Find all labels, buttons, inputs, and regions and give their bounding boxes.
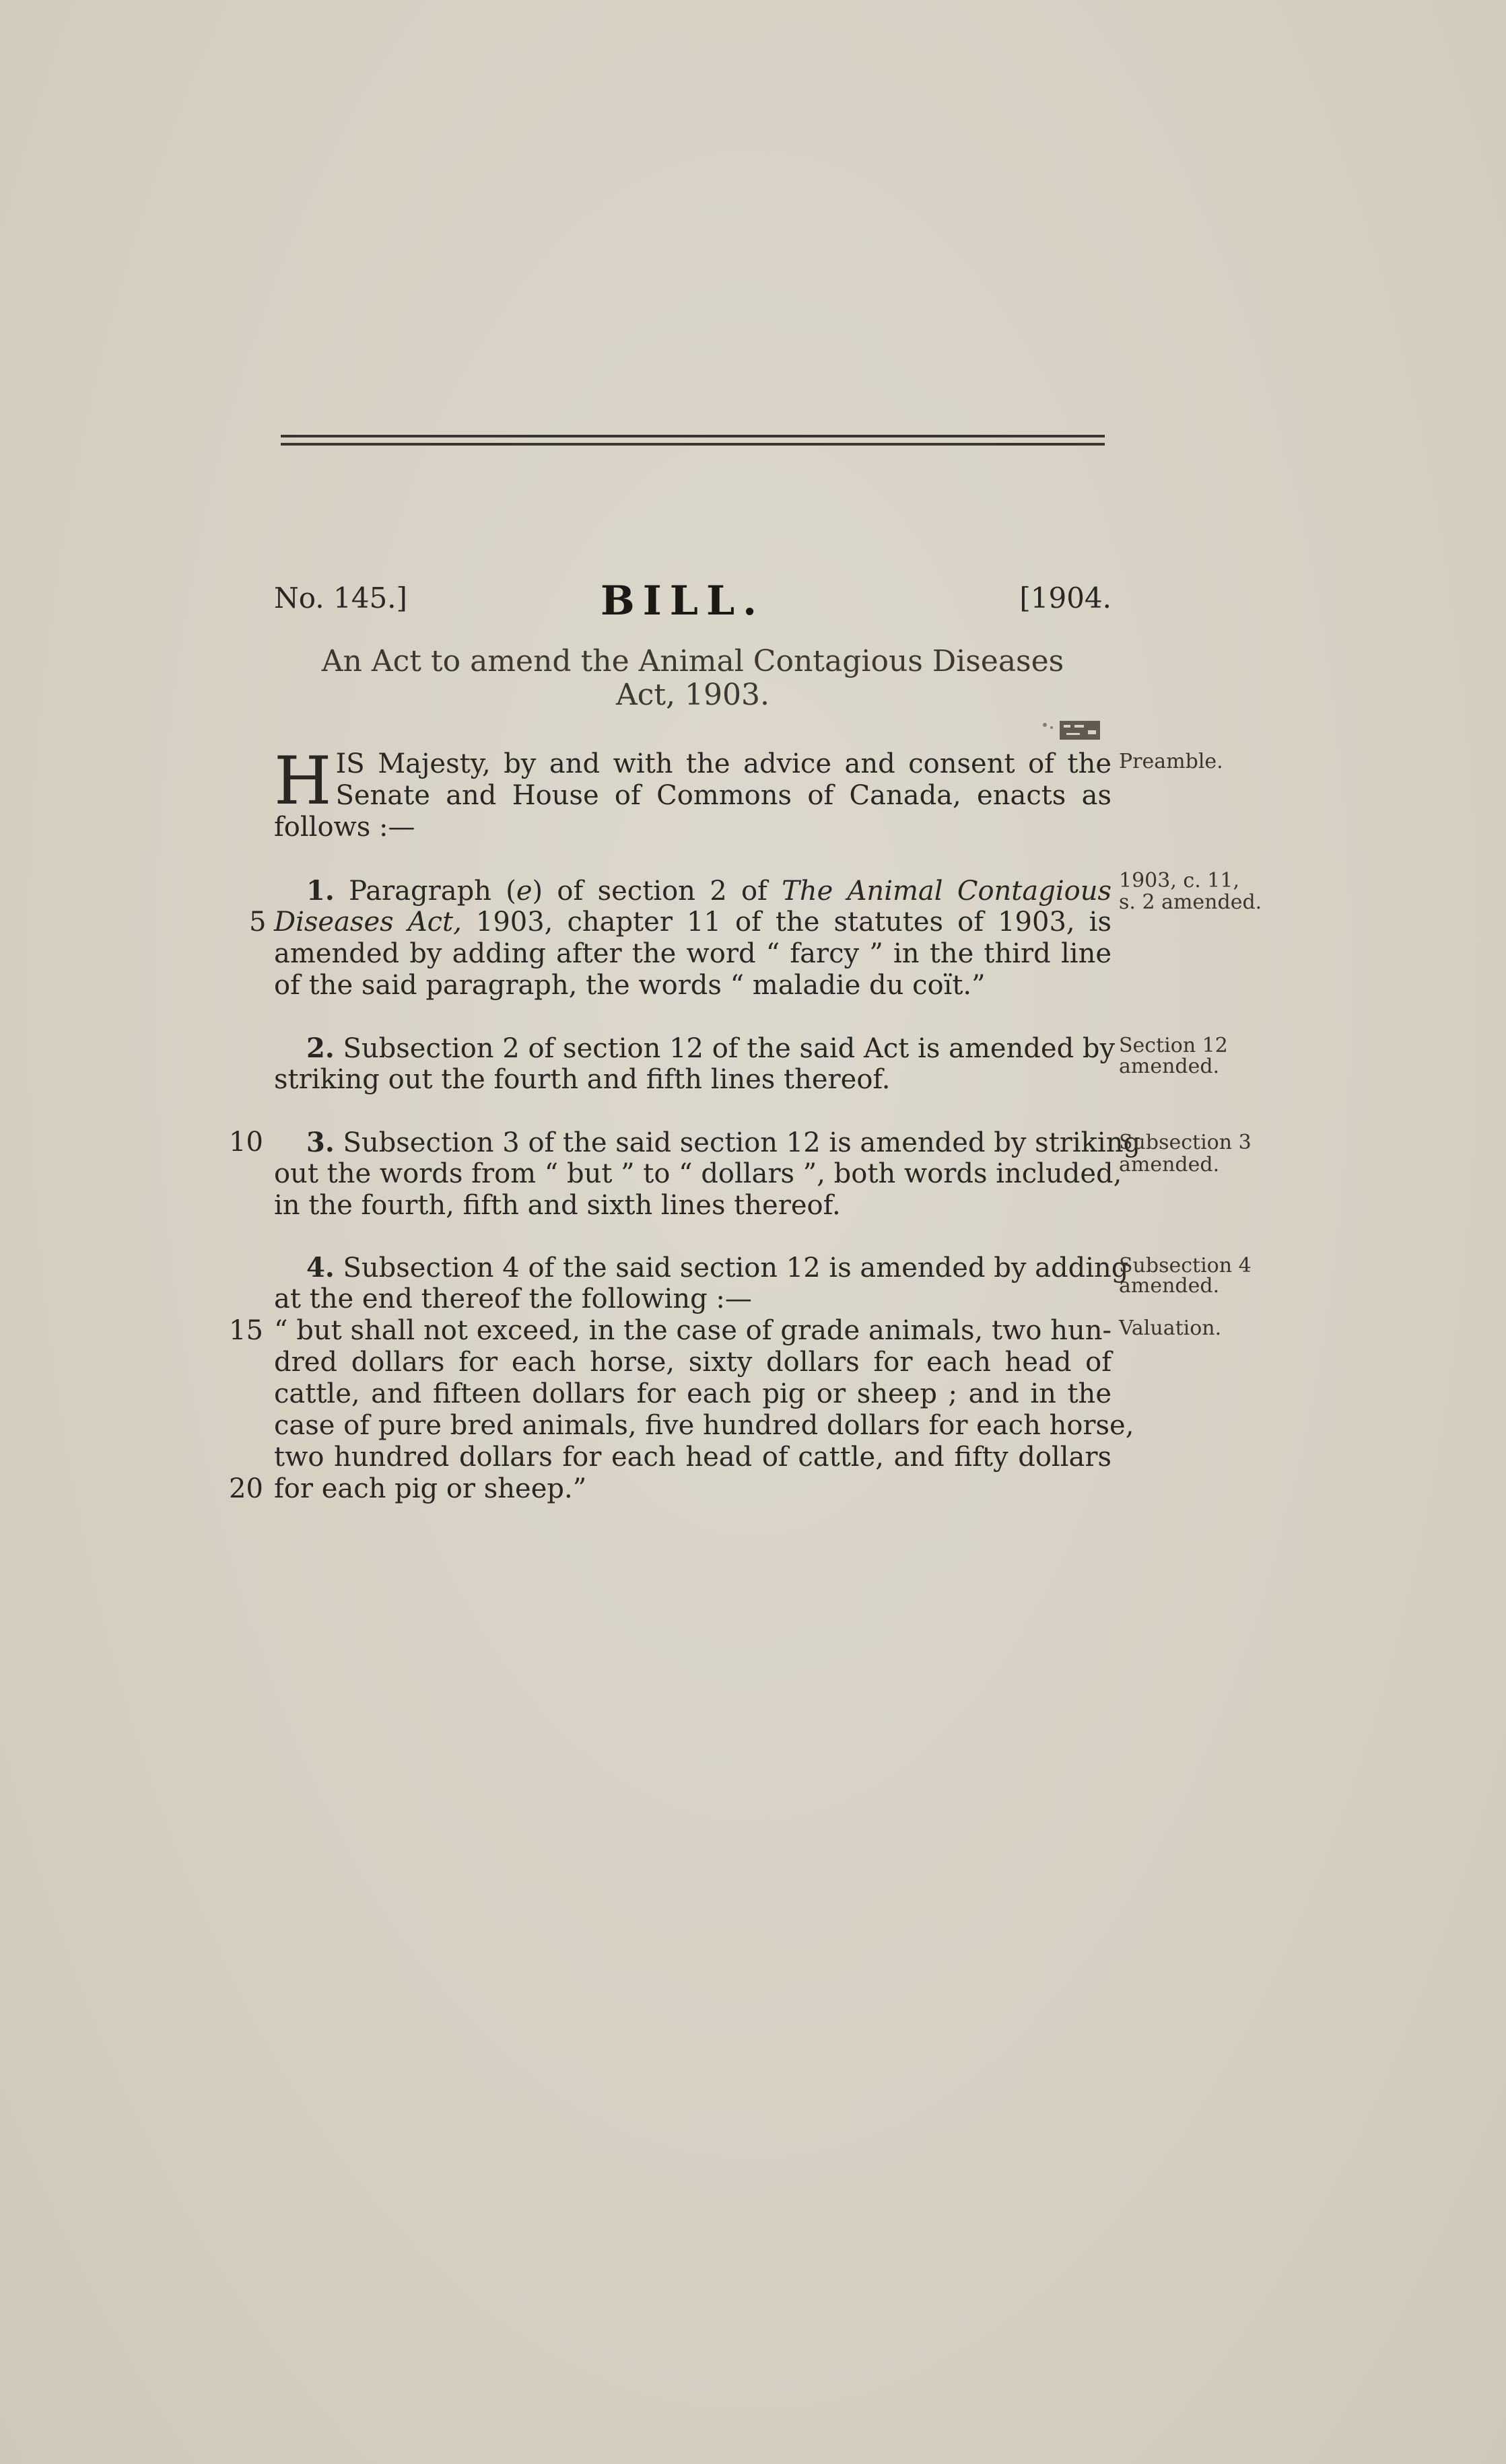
section-3 (274, 1127, 1141, 1222)
section-1-line-4: of the said paragraph, the words “ maladie du coït.” (274, 970, 986, 1001)
section-1-text-b: ) of section 2 of (532, 876, 782, 907)
section-4-line-5: cattle, and fifteen dollars for each pig or sheep ; and in the (274, 1378, 1111, 1409)
section-4-number: 4. (306, 1252, 335, 1283)
line-number-5: 5 (249, 907, 267, 938)
bill-title: BILL. (601, 577, 765, 625)
section-4-line-2: at the end thereof the following :— (274, 1283, 752, 1314)
margin-note-section-1-a: 1903, c. 11, (1119, 869, 1240, 892)
section-2-line-2: striking out the fourth and fifth lines thereof. (274, 1064, 891, 1095)
margin-note-section-2-b: amended. (1119, 1055, 1220, 1078)
section-1 (274, 875, 1111, 1001)
section-3-line-3: in the fourth, fifth and sixth lines thereof. (274, 1190, 841, 1221)
section-4-line-3: “ but shall not exceed, in the case of grade animals, two hun- (274, 1315, 1111, 1346)
section-3-number: 3. (306, 1127, 335, 1158)
margin-note-valuation: Valuation. (1119, 1316, 1222, 1340)
section-2-line-1 (274, 1032, 1116, 1064)
section-1-act-name: The Animal Contagious (782, 876, 1111, 907)
line-number-20: 20 (229, 1473, 263, 1504)
line-number-15: 15 (229, 1315, 263, 1346)
section-2-text: Subsection 2 of section 12 of the said Act is amended by (343, 1033, 1116, 1064)
act-title-line-2: Act, 1903. (615, 678, 770, 712)
section-1-text-e: e (516, 876, 533, 907)
section-4-line-6: case of pure bred animals, five hundred dollars for each horse, (274, 1410, 1134, 1441)
act-title-line-1: An Act to amend the Animal Contagious Diseases (321, 644, 1064, 678)
preamble (274, 743, 1111, 843)
section-3-text: Subsection 3 of the said section 12 is amended by striking (343, 1127, 1141, 1158)
preamble-line-1: IS Majesty, by and with the advice and consent of the (335, 748, 1111, 779)
section-1-line-2 (274, 907, 1111, 938)
section-4-text: Subsection 4 of the said section 12 is amended by adding (343, 1253, 1129, 1283)
section-2-number: 2. (306, 1032, 335, 1064)
section-4-line-1 (274, 1252, 1129, 1283)
section-4 (274, 1252, 1134, 1505)
section-4-line-7: two hundred dollars for each head of cattle, and fifty dollars (274, 1442, 1111, 1473)
preamble-line-2: Senate and House of Commons of Canada, enacts as (335, 780, 1111, 811)
section-1-text-a: Paragraph ( (349, 876, 516, 907)
section-3-line-1 (274, 1127, 1141, 1158)
margin-note-section-2-a: Section 12 (1119, 1034, 1228, 1057)
margin-note-section-4-b: amended. (1119, 1274, 1220, 1298)
top-rule-lower (281, 443, 1105, 446)
section-1-act-name-cont: Diseases Act, (274, 907, 462, 938)
bill-header (274, 577, 1111, 625)
line-number-10: 10 (229, 1127, 263, 1158)
section-1-line-3: amended by adding after the word “ farcy ” in the third line (274, 938, 1111, 969)
drop-cap: H (274, 743, 332, 820)
section-1-number: 1. (306, 875, 335, 907)
margin-note-section-3-a: Subsection 3 (1119, 1131, 1252, 1154)
margin-note-preamble: Preamble. (1119, 750, 1223, 773)
library-stamp-icon (1031, 717, 1103, 744)
section-2 (274, 1032, 1116, 1096)
bill-year: [1904. (1019, 582, 1111, 614)
section-1-line-1 (274, 875, 1111, 907)
preamble-line-3: follows :— (274, 812, 415, 843)
margin-note-section-4-a: Subsection 4 (1119, 1254, 1252, 1277)
section-3-line-2: out the words from “ but ” to “ dollars ”, both words included, (274, 1158, 1122, 1189)
bill-number: No. 145.] (274, 582, 407, 614)
section-1-text-c: 1903, chapter 11 of the statutes of 1903, is (461, 907, 1112, 938)
top-rule-upper (281, 435, 1105, 437)
margin-note-section-1-b: s. 2 amended. (1119, 890, 1262, 914)
section-4-line-4: dred dollars for each horse, sixty dollars for each head of (274, 1347, 1111, 1378)
act-title (274, 645, 1111, 712)
margin-note-section-3-b: amended. (1119, 1153, 1220, 1176)
section-4-line-8: for each pig or sheep.” (274, 1473, 587, 1504)
